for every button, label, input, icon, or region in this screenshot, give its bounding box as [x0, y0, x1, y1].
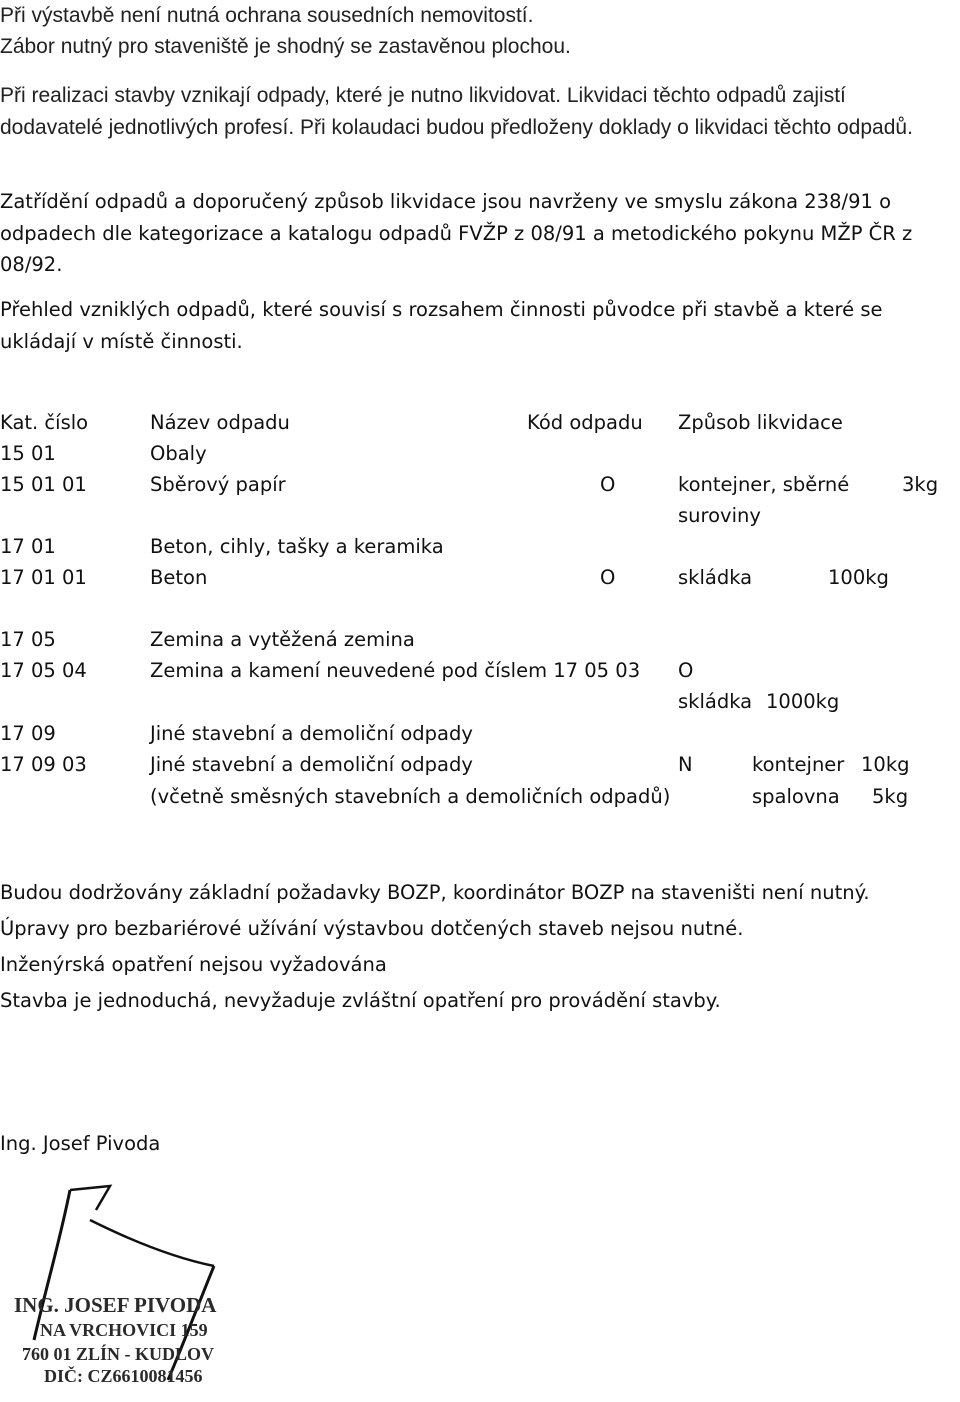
row-cat: 17 01	[0, 535, 56, 558]
row-name: Jiné stavební a demoliční odpady	[150, 722, 473, 745]
intro-line-1: Při výstavbě není nutná ochrana sousedních nemovitostí.	[0, 4, 534, 27]
closing-line-4: Stavba je jednoduchá, nevyžaduje zvláštní opatření pro provádění stavby.	[0, 989, 721, 1012]
row-method-cont: suroviny	[678, 504, 761, 527]
row-name: Zemina a vytěžená zemina	[150, 628, 415, 651]
closing-line-1: Budou dodržovány základní požadavky BOZP, koordinátor BOZP na staveništi není nutný.	[0, 881, 870, 904]
row-qty: 100kg	[828, 566, 889, 589]
row-method: skládka	[678, 566, 753, 589]
stamp-line-2: NA VRCHOVICI 159	[40, 1320, 208, 1340]
row-name-cont: (včetně směsných stavebních a demoličních odpadů)	[150, 785, 671, 808]
row-method: kontejner, sběrné	[678, 473, 850, 496]
header-code: Kód odpadu	[527, 411, 643, 434]
row-name: Zemina a kamení neuvedené pod číslem 17 05 03	[150, 659, 641, 682]
overview-paragraph: Přehled vzniklých odpadů, které souvisí s rozsahem činnosti původce při stavbě a které se ukládají v místě činnosti.	[0, 298, 883, 353]
row-code: O	[600, 473, 616, 496]
signature-stroke	[90, 1220, 214, 1266]
row-qty-2: 5kg	[872, 785, 909, 808]
row-cat: 15 01	[0, 442, 56, 465]
closing-line-2: Úpravy pro bezbariérové užívání výstavbou dotčených staveb nejsou nutné.	[0, 917, 744, 940]
row-code: O	[600, 566, 616, 589]
row-name: Beton	[150, 566, 208, 589]
row-cat: 17 05 04	[0, 659, 87, 682]
row-name: Sběrový papír	[150, 473, 286, 496]
row-code: N	[678, 753, 693, 776]
row-method: skládka	[678, 690, 753, 713]
header-method: Způsob likvidace	[678, 411, 843, 434]
stamp-signature-image	[0, 1180, 260, 1390]
row-qty: 3kg	[902, 473, 939, 496]
row-code: O	[678, 659, 694, 682]
row-cat: 17 01 01	[0, 566, 87, 589]
stamp-line-3: 760 01 ZLÍN - KUDLOV	[22, 1344, 215, 1364]
header-name: Název odpadu	[150, 411, 290, 434]
classification-paragraph: Zatřídění odpadů a doporučený způsob likvidace jsou navrženy ve smyslu zákona 238/91 o odpadech dle kategorizace a katalogu odpadů FVŽP z 08/91 a metodického pokynu MŽP ČR z 08/92.	[0, 190, 913, 276]
row-qty: 10kg	[861, 753, 910, 776]
header-cat: Kat. číslo	[0, 411, 89, 434]
row-name: Jiné stavební a demoliční odpady	[150, 753, 473, 776]
intro-line-2: Zábor nutný pro staveniště je shodný se zastavěnou plochou.	[0, 35, 571, 58]
row-cat: 15 01 01	[0, 473, 87, 496]
signatory-name: Ing. Josef Pivoda	[0, 1132, 161, 1155]
row-qty: 1000kg	[766, 690, 840, 713]
stamp-line-1: ING. JOSEF PIVODA	[14, 1293, 217, 1317]
row-method-2: spalovna	[752, 785, 840, 808]
stamp-line-4: DIČ: CZ6610081456	[44, 1366, 203, 1386]
closing-line-3: Inženýrská opatření nejsou vyžadována	[0, 953, 387, 976]
row-cat: 17 09 03	[0, 753, 87, 776]
row-cat: 17 09	[0, 722, 56, 745]
row-method: kontejner	[752, 753, 845, 776]
signature-stroke	[70, 1186, 110, 1210]
signature-stroke	[34, 1190, 70, 1340]
intro-waste-paragraph: Při realizaci stavby vznikají odpady, které je nutno likvidovat. Likvidaci těchto odpadů zajistí dodavatelé jednotlivých profesí. Při kolaudaci budou předloženy doklady o likvidaci těchto odpadů.	[0, 84, 913, 139]
row-cat: 17 05	[0, 628, 56, 651]
row-name: Obaly	[150, 442, 207, 465]
row-name: Beton, cihly, tašky a keramika	[150, 535, 444, 558]
